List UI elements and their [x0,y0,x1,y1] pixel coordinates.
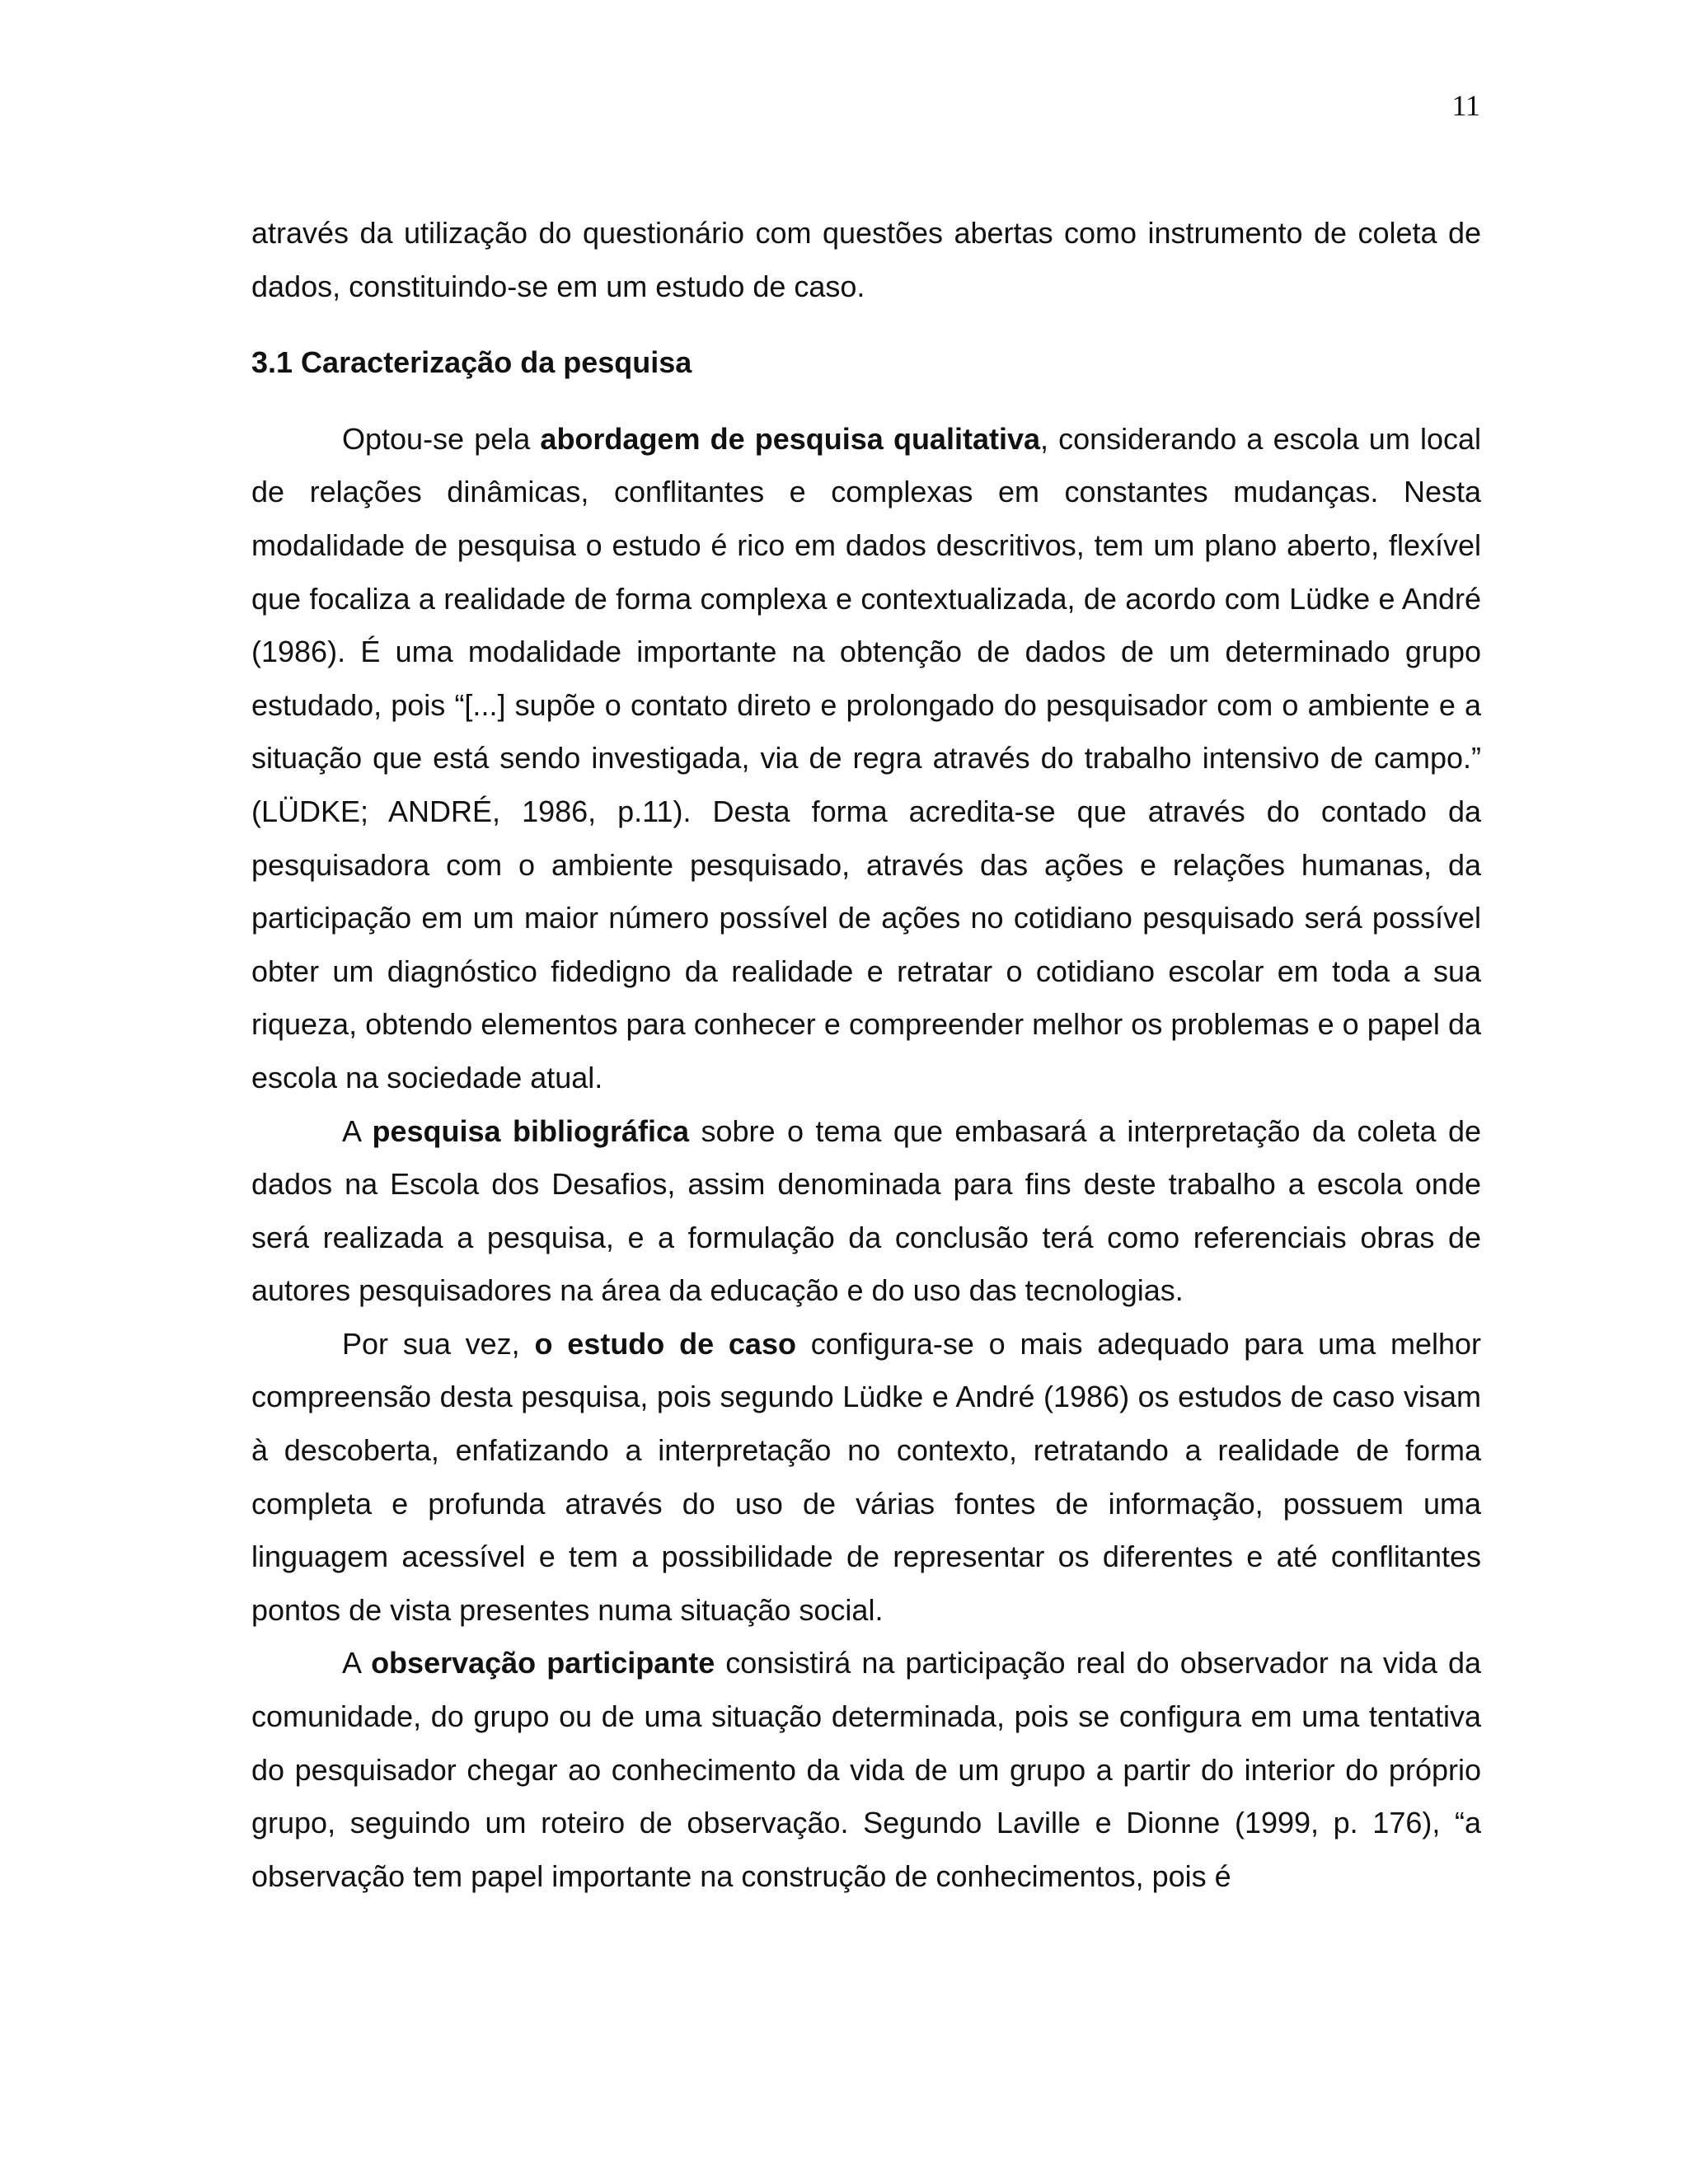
paragraph-continuation: através da utilização do questionário com questões abertas como instrumento de coleta de dados, constituindo-se em um estudo de caso. [251,216,1481,303]
document-body [251,207,1481,1903]
paragraph-case-study [251,1318,1481,1638]
bold-term: o estudo de caso [534,1326,796,1361]
bold-term: abordagem de pesquisa qualitativa [540,421,1040,456]
paragraph-text: sobre o tema que embasará a interpretação da coleta de dados na Escola dos Desafios, assim denominada para fins deste trabalho a escola onde será realizada a pesquisa, e a formulação da conclusão terá como referenciais obras de autores pesquisadores na área da educação e do uso das tecnologias. [251,1113,1482,1308]
paragraph-text: configura-se o mais adequado para uma melhor compreensão desta pesquisa, pois segundo Lüdke e André (1986) os estudos de caso visam à descoberta, enfatizando a interpretação no contexto, retratando a realidade de forma completa e profunda através do uso de várias fontes de informação, possuem uma linguagem acessível e tem a possibilidade de representar os diferentes e até conflitantes pontos de vista presentes numa situação social. [251,1326,1481,1627]
paragraph-text: Por sua vez, [342,1326,535,1361]
paragraph-text: consistirá na participação real do observador na vida da comunidade, do grupo ou de uma situação determinada, pois se configura em uma tentativa do pesquisador chegar ao conhecimento da vida de um grupo a partir do interior do próprio grupo, seguindo um roteiro de observação. Segundo Laville e Dionne (1999, p. 176), “a observação tem papel importante na construção de conhecimentos, pois é [251,1646,1481,1893]
page-number: 11 [1451,89,1480,122]
section-heading: 3.1 Caracterização da pesquisa [251,345,692,380]
paragraph-observation [251,1637,1481,1903]
bold-term: pesquisa bibliográfica [372,1113,690,1148]
paragraph-text: Optou-se pela [342,421,541,456]
paragraph-text: A [342,1646,372,1680]
bold-term: observação participante [371,1646,715,1680]
paragraph-text: A [342,1113,373,1148]
paragraph-bibliographic [251,1105,1481,1318]
paragraph-text: , considerando a escola um local de relações dinâmicas, conflitantes e complexas em constantes mudanças. Nesta modalidade de pesquisa o estudo é rico em dados descritivos, tem um plano aberto, flexível que focaliza a realidade de forma complexa e contextualizada, de acordo com Lüdke e André (1986). É uma modalidade importante na obtenção de dados de um determinado grupo estudado, pois “[...] supõe o contato direto e prolongado do pesquisador com o ambiente e a situação que está sendo investigada, via de regra através do trabalho intensivo de campo.” (LÜDKE; ANDRÉ, 1986, p.11). Desta forma acredita-se que através do contado da pesquisadora com o ambiente pesquisado, através das ações e relações humanas, da participação em um maior número possível de ações no cotidiano pesquisado será possível obter um diagnóstico fidedigno da realidade e retratar o cotidiano escolar em toda a sua riqueza, obtendo elementos para conhecer e compreender melhor os problemas e o papel da escola na sociedade atual. [251,421,1481,1094]
paragraph-qualitative [251,413,1481,1105]
